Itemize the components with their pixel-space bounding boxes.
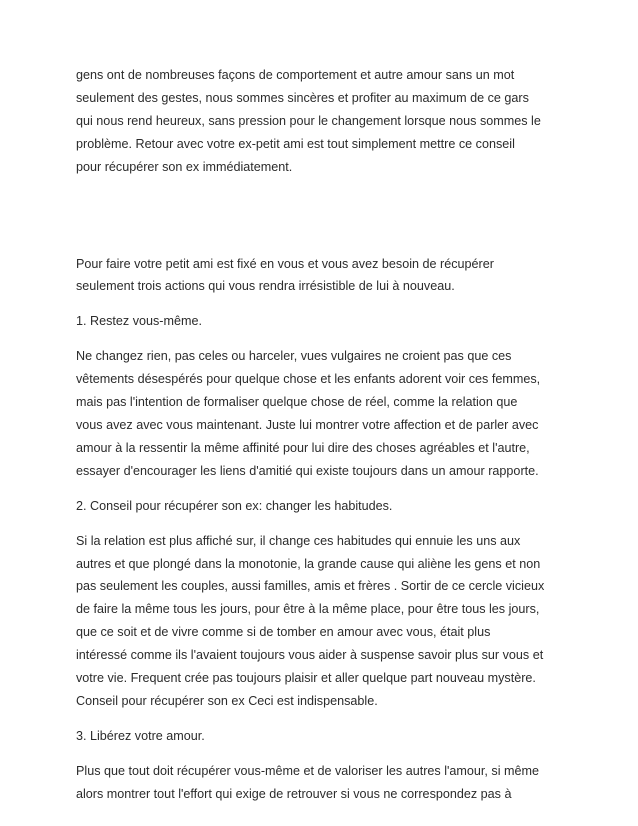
text-line: Conseil pour récupérer son ex Ceci est indispensable. (76, 693, 378, 708)
section-heading-1 (76, 310, 576, 333)
text-line: votre vie. Frequent crée pas toujours plaisir et aller quelque part nouveau mystère. (76, 671, 536, 686)
section-heading-3 (76, 725, 576, 748)
text-line: autres et que plongé dans la monotonie, la grande cause qui aliène les gens et non (76, 556, 541, 571)
text-line: que ce soit et de vivre comme si de tomber en amour avec vous, était plus (76, 625, 491, 640)
text-line: gens ont de nombreuses façons de comportement et autre amour sans un mot (76, 68, 515, 82)
section-body-3 (76, 760, 576, 806)
heading-text: 3. Libérez votre amour. (76, 728, 205, 743)
spacer (76, 748, 576, 760)
text-line: vêtements désespérés pour quelque chose et les enfants adorent voir ces femmes, (76, 372, 541, 387)
text-line: Plus que tout doit récupérer vous-même et de valoriser les autres l'amour, si même (76, 763, 539, 778)
text-line: Ne changez rien, pas celes ou harceler, vues vulgaires ne croient pas que ces (76, 349, 512, 364)
text-line: de faire la même tous les jours, pour être à la même place, pour être tous les jours, (76, 602, 540, 617)
text-line: amour à la ressentir la même affinité pour lui dire des choses agréables et l'autre, (76, 440, 530, 455)
heading-text: 2. Conseil pour récupérer son ex: changer les habitudes. (76, 498, 393, 513)
lead-paragraph (76, 253, 576, 299)
text-line: intéressé comme ils l'avaient toujours vous aider à suspense savoir plus sur vous et (76, 648, 544, 663)
text-line: vous avez avec vous maintenant. Juste lui montrer votre affection et de parler avec (76, 417, 539, 432)
spacer (76, 518, 576, 530)
text-line: mais pas l'intention de formaliser quelque chose de réel, comme la relation que (76, 395, 518, 410)
intro-paragraph (76, 64, 576, 179)
document-page (76, 64, 576, 806)
section-body-1 (76, 345, 576, 482)
text-line: pas seulement les couples, aussi familles, amis et frères . Sortir de ce cercle vicieux (76, 579, 545, 594)
spacer (76, 216, 576, 253)
text-line: seulement des gestes, nous sommes sincères et profiter au maximum de ce gars (76, 90, 529, 105)
spacer (76, 298, 576, 310)
text-line: essayer d'encourager les liens d'amitié qui existe toujours dans un amour rapporte. (76, 463, 539, 478)
text-line: Pour faire votre petit ami est fixé en vous et vous avez besoin de récupérer (76, 256, 494, 271)
spacer (76, 333, 576, 345)
section-heading-2 (76, 495, 576, 518)
heading-text: 1. Restez vous-même. (76, 314, 202, 329)
text-line: pour récupérer son ex immédiatement. (76, 159, 293, 174)
text-line: Si la relation est plus affiché sur, il change ces habitudes qui ennuie les uns aux (76, 533, 521, 548)
spacer (76, 179, 576, 216)
text-line: alors montrer tout l'effort qui exige de retrouver si vous ne correspondez pas à (76, 786, 512, 801)
text-line: seulement trois actions qui vous rendra irrésistible de lui à nouveau. (76, 279, 455, 294)
text-line: problème. Retour avec votre ex-petit ami est tout simplement mettre ce conseil (76, 136, 515, 151)
section-body-2 (76, 530, 576, 713)
spacer (76, 713, 576, 725)
spacer (76, 483, 576, 495)
text-line: qui nous rend heureux, sans pression pour le changement lorsque nous sommes le (76, 113, 541, 128)
